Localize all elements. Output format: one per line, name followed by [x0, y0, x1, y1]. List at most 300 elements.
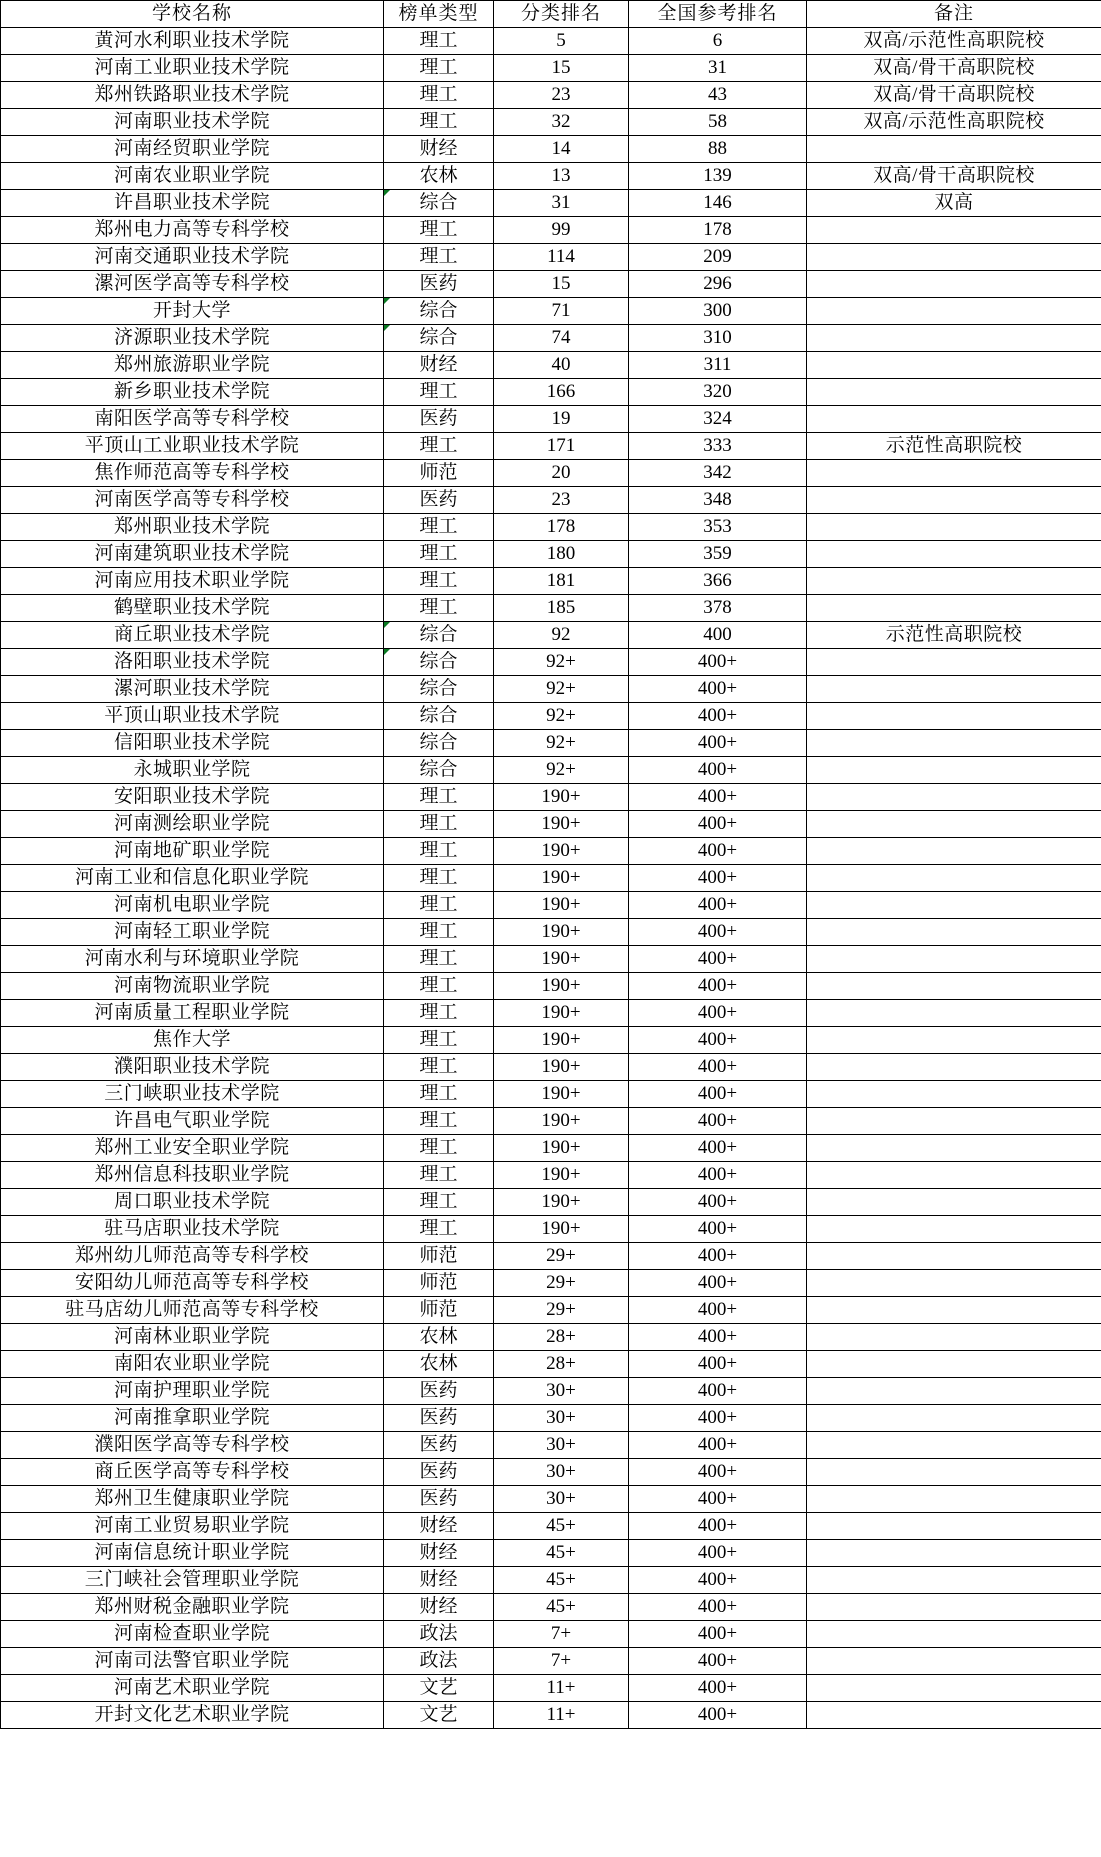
cell-school-name: 河南机电职业学院 [1, 892, 384, 919]
cell-remarks [807, 1351, 1101, 1378]
cell-category-rank: 23 [494, 82, 629, 109]
cell-remarks [807, 136, 1101, 163]
cell-school-name: 驻马店幼儿师范高等专科学校 [1, 1297, 384, 1324]
cell-school-name: 河南司法警官职业学院 [1, 1648, 384, 1675]
table-row [1, 1405, 1101, 1432]
table-row [1, 1486, 1101, 1513]
cell-remarks [807, 460, 1101, 487]
cell-list-type: 理工 [384, 217, 494, 244]
cell-remarks [807, 1702, 1101, 1729]
cell-school-name: 郑州卫生健康职业学院 [1, 1486, 384, 1513]
cell-school-name: 河南工业贸易职业学院 [1, 1513, 384, 1540]
cell-national-rank: 400+ [629, 946, 807, 973]
cell-national-rank: 400+ [629, 811, 807, 838]
cell-category-rank: 190+ [494, 1000, 629, 1027]
table-row [1, 1513, 1101, 1540]
cell-national-rank: 43 [629, 82, 807, 109]
cell-remarks [807, 1270, 1101, 1297]
table-row [1, 217, 1101, 244]
cell-school-name: 郑州幼儿师范高等专科学校 [1, 1243, 384, 1270]
cell-school-name: 平顶山职业技术学院 [1, 703, 384, 730]
cell-national-rank: 400+ [629, 1243, 807, 1270]
cell-school-name: 郑州工业安全职业学院 [1, 1135, 384, 1162]
table-row [1, 1162, 1101, 1189]
cell-school-name: 河南交通职业技术学院 [1, 244, 384, 271]
cell-category-rank: 92 [494, 622, 629, 649]
table-row [1, 865, 1101, 892]
table-row [1, 82, 1101, 109]
header-row [1, 1, 1101, 28]
cell-list-type: 综合 [384, 622, 494, 649]
cell-remarks [807, 919, 1101, 946]
cell-national-rank: 400+ [629, 1702, 807, 1729]
cell-remarks: 双高/骨干高职院校 [807, 55, 1101, 82]
cell-remarks [807, 1027, 1101, 1054]
table-row [1, 1135, 1101, 1162]
cell-school-name: 永城职业学院 [1, 757, 384, 784]
cell-category-rank: 15 [494, 271, 629, 298]
cell-list-type: 农林 [384, 163, 494, 190]
table-row [1, 55, 1101, 82]
cell-remarks [807, 406, 1101, 433]
table-row [1, 1567, 1101, 1594]
cell-category-rank: 166 [494, 379, 629, 406]
cell-remarks: 双高/示范性高职院校 [807, 109, 1101, 136]
cell-school-name: 商丘医学高等专科学校 [1, 1459, 384, 1486]
table-row [1, 1243, 1101, 1270]
cell-list-type: 综合 [384, 730, 494, 757]
cell-national-rank: 400+ [629, 1351, 807, 1378]
cell-list-type: 理工 [384, 28, 494, 55]
cell-category-rank: 190+ [494, 1027, 629, 1054]
cell-national-rank: 400+ [629, 1513, 807, 1540]
cell-list-type: 文艺 [384, 1702, 494, 1729]
cell-list-type: 政法 [384, 1621, 494, 1648]
cell-list-type: 综合 [384, 325, 494, 352]
cell-list-type: 综合 [384, 298, 494, 325]
cell-list-type: 师范 [384, 1270, 494, 1297]
cell-category-rank: 92+ [494, 703, 629, 730]
cell-school-name: 河南医学高等专科学校 [1, 487, 384, 514]
cell-remarks [807, 757, 1101, 784]
cell-category-rank: 190+ [494, 892, 629, 919]
cell-national-rank: 400+ [629, 1108, 807, 1135]
table-row [1, 838, 1101, 865]
cell-remarks [807, 1567, 1101, 1594]
cell-list-type: 理工 [384, 595, 494, 622]
cell-school-name: 济源职业技术学院 [1, 325, 384, 352]
cell-national-rank: 400+ [629, 1189, 807, 1216]
cell-national-rank: 400+ [629, 1135, 807, 1162]
cell-remarks [807, 784, 1101, 811]
cell-national-rank: 400+ [629, 1675, 807, 1702]
table-row [1, 1459, 1101, 1486]
cell-list-type: 理工 [384, 1000, 494, 1027]
cell-list-type: 医药 [384, 1378, 494, 1405]
cell-category-rank: 190+ [494, 865, 629, 892]
cell-list-type: 理工 [384, 109, 494, 136]
cell-remarks [807, 1135, 1101, 1162]
table-row [1, 487, 1101, 514]
cell-school-name: 河南轻工职业学院 [1, 919, 384, 946]
cell-category-rank: 19 [494, 406, 629, 433]
cell-remarks [807, 1108, 1101, 1135]
cell-school-name: 信阳职业技术学院 [1, 730, 384, 757]
table-row [1, 1216, 1101, 1243]
cell-category-rank: 45+ [494, 1594, 629, 1621]
cell-remarks [807, 1054, 1101, 1081]
cell-category-rank: 30+ [494, 1486, 629, 1513]
cell-remarks [807, 838, 1101, 865]
cell-list-type: 理工 [384, 1216, 494, 1243]
cell-national-rank: 400+ [629, 1594, 807, 1621]
table-row [1, 1081, 1101, 1108]
cell-list-type: 财经 [384, 1567, 494, 1594]
cell-national-rank: 366 [629, 568, 807, 595]
cell-list-type: 综合 [384, 676, 494, 703]
table-row [1, 1621, 1101, 1648]
table-row [1, 1675, 1101, 1702]
cell-category-rank: 92+ [494, 649, 629, 676]
cell-remarks [807, 811, 1101, 838]
cell-national-rank: 400+ [629, 1567, 807, 1594]
column-header-list-type: 榜单类型 [384, 1, 494, 28]
table-row [1, 1108, 1101, 1135]
cell-remarks [807, 325, 1101, 352]
cell-list-type: 综合 [384, 757, 494, 784]
table-row [1, 28, 1101, 55]
cell-category-rank: 5 [494, 28, 629, 55]
cell-category-rank: 31 [494, 190, 629, 217]
cell-category-rank: 11+ [494, 1675, 629, 1702]
cell-list-type: 师范 [384, 1297, 494, 1324]
table-row [1, 946, 1101, 973]
cell-list-type: 理工 [384, 433, 494, 460]
cell-national-rank: 320 [629, 379, 807, 406]
cell-list-type: 医药 [384, 1432, 494, 1459]
column-header-category-rank: 分类排名 [494, 1, 629, 28]
cell-school-name: 河南推拿职业学院 [1, 1405, 384, 1432]
cell-remarks [807, 271, 1101, 298]
cell-category-rank: 13 [494, 163, 629, 190]
cell-remarks [807, 595, 1101, 622]
cell-remarks [807, 1162, 1101, 1189]
table-row [1, 1270, 1101, 1297]
cell-category-rank: 32 [494, 109, 629, 136]
table-row [1, 1027, 1101, 1054]
cell-school-name: 许昌电气职业学院 [1, 1108, 384, 1135]
cell-national-rank: 400+ [629, 757, 807, 784]
cell-national-rank: 400 [629, 622, 807, 649]
cell-school-name: 鹤壁职业技术学院 [1, 595, 384, 622]
cell-school-name: 开封文化艺术职业学院 [1, 1702, 384, 1729]
cell-category-rank: 190+ [494, 1135, 629, 1162]
cell-category-rank: 190+ [494, 973, 629, 1000]
cell-national-rank: 324 [629, 406, 807, 433]
cell-category-rank: 190+ [494, 946, 629, 973]
cell-national-rank: 6 [629, 28, 807, 55]
cell-category-rank: 92+ [494, 757, 629, 784]
cell-remarks [807, 298, 1101, 325]
cell-school-name: 郑州信息科技职业学院 [1, 1162, 384, 1189]
cell-category-rank: 30+ [494, 1405, 629, 1432]
cell-category-rank: 99 [494, 217, 629, 244]
cell-remarks [807, 1459, 1101, 1486]
cell-category-rank: 114 [494, 244, 629, 271]
cell-remarks [807, 649, 1101, 676]
cell-remarks [807, 352, 1101, 379]
cell-school-name: 河南职业技术学院 [1, 109, 384, 136]
cell-school-name: 郑州铁路职业技术学院 [1, 82, 384, 109]
cell-list-type: 医药 [384, 1459, 494, 1486]
cell-remarks [807, 1513, 1101, 1540]
cell-remarks [807, 946, 1101, 973]
cell-remarks [807, 703, 1101, 730]
cell-remarks [807, 1216, 1101, 1243]
cell-school-name: 河南应用技术职业学院 [1, 568, 384, 595]
cell-list-type: 理工 [384, 811, 494, 838]
table-row [1, 379, 1101, 406]
column-header-remarks: 备注 [807, 1, 1101, 28]
cell-category-rank: 74 [494, 325, 629, 352]
cell-remarks [807, 730, 1101, 757]
cell-category-rank: 45+ [494, 1540, 629, 1567]
cell-school-name: 河南农业职业学院 [1, 163, 384, 190]
cell-list-type: 医药 [384, 1405, 494, 1432]
table-row [1, 568, 1101, 595]
cell-national-rank: 353 [629, 514, 807, 541]
cell-list-type: 理工 [384, 55, 494, 82]
cell-list-type: 理工 [384, 946, 494, 973]
cell-category-rank: 7+ [494, 1621, 629, 1648]
cell-list-type: 理工 [384, 784, 494, 811]
cell-national-rank: 400+ [629, 784, 807, 811]
cell-category-rank: 190+ [494, 1162, 629, 1189]
cell-list-type: 理工 [384, 865, 494, 892]
cell-school-name: 漯河医学高等专科学校 [1, 271, 384, 298]
table-row [1, 1540, 1101, 1567]
cell-school-name: 平顶山工业职业技术学院 [1, 433, 384, 460]
cell-category-rank: 30+ [494, 1378, 629, 1405]
cell-national-rank: 31 [629, 55, 807, 82]
cell-remarks [807, 217, 1101, 244]
cell-category-rank: 28+ [494, 1351, 629, 1378]
cell-national-rank: 400+ [629, 1054, 807, 1081]
cell-category-rank: 29+ [494, 1270, 629, 1297]
cell-remarks: 双高/示范性高职院校 [807, 28, 1101, 55]
table-row [1, 1054, 1101, 1081]
cell-category-rank: 71 [494, 298, 629, 325]
cell-remarks [807, 1243, 1101, 1270]
cell-national-rank: 400+ [629, 1405, 807, 1432]
cell-category-rank: 190+ [494, 1081, 629, 1108]
cell-category-rank: 92+ [494, 676, 629, 703]
cell-national-rank: 400+ [629, 730, 807, 757]
cell-remarks [807, 892, 1101, 919]
cell-remarks [807, 1189, 1101, 1216]
cell-school-name: 三门峡社会管理职业学院 [1, 1567, 384, 1594]
cell-category-rank: 171 [494, 433, 629, 460]
cell-national-rank: 400+ [629, 1648, 807, 1675]
cell-remarks [807, 1486, 1101, 1513]
cell-category-rank: 181 [494, 568, 629, 595]
table-row [1, 1378, 1101, 1405]
cell-category-rank: 190+ [494, 1054, 629, 1081]
cell-national-rank: 209 [629, 244, 807, 271]
cell-national-rank: 400+ [629, 1000, 807, 1027]
cell-list-type: 理工 [384, 838, 494, 865]
cell-national-rank: 400+ [629, 1540, 807, 1567]
cell-list-type: 师范 [384, 460, 494, 487]
table-row [1, 163, 1101, 190]
cell-list-type: 农林 [384, 1324, 494, 1351]
cell-school-name: 河南测绘职业学院 [1, 811, 384, 838]
cell-school-name: 濮阳职业技术学院 [1, 1054, 384, 1081]
cell-list-type: 理工 [384, 1081, 494, 1108]
table-row [1, 757, 1101, 784]
table-row [1, 190, 1101, 217]
cell-list-type: 理工 [384, 1135, 494, 1162]
table-row [1, 919, 1101, 946]
cell-school-name: 郑州旅游职业学院 [1, 352, 384, 379]
cell-category-rank: 40 [494, 352, 629, 379]
cell-school-name: 河南水利与环境职业学院 [1, 946, 384, 973]
cell-remarks [807, 973, 1101, 1000]
cell-school-name: 河南林业职业学院 [1, 1324, 384, 1351]
cell-national-rank: 400+ [629, 1162, 807, 1189]
cell-national-rank: 400+ [629, 1621, 807, 1648]
cell-national-rank: 342 [629, 460, 807, 487]
cell-list-type: 综合 [384, 703, 494, 730]
cell-school-name: 河南质量工程职业学院 [1, 1000, 384, 1027]
cell-national-rank: 400+ [629, 676, 807, 703]
table-header [1, 1, 1101, 28]
cell-category-rank: 29+ [494, 1243, 629, 1270]
cell-remarks [807, 244, 1101, 271]
cell-category-rank: 190+ [494, 919, 629, 946]
cell-list-type: 理工 [384, 82, 494, 109]
cell-school-name: 焦作师范高等专科学校 [1, 460, 384, 487]
table-body [1, 28, 1101, 1729]
cell-national-rank: 400+ [629, 1027, 807, 1054]
cell-national-rank: 310 [629, 325, 807, 352]
cell-category-rank: 30+ [494, 1432, 629, 1459]
cell-national-rank: 88 [629, 136, 807, 163]
cell-list-type: 理工 [384, 514, 494, 541]
cell-category-rank: 14 [494, 136, 629, 163]
cell-national-rank: 400+ [629, 1459, 807, 1486]
cell-remarks [807, 1378, 1101, 1405]
cell-remarks [807, 865, 1101, 892]
cell-category-rank: 178 [494, 514, 629, 541]
table-row [1, 325, 1101, 352]
cell-school-name: 周口职业技术学院 [1, 1189, 384, 1216]
cell-list-type: 财经 [384, 1540, 494, 1567]
cell-school-name: 安阳幼儿师范高等专科学校 [1, 1270, 384, 1297]
column-header-national-rank: 全国参考排名 [629, 1, 807, 28]
cell-school-name: 许昌职业技术学院 [1, 190, 384, 217]
cell-category-rank: 29+ [494, 1297, 629, 1324]
cell-list-type: 师范 [384, 1243, 494, 1270]
cell-national-rank: 139 [629, 163, 807, 190]
cell-national-rank: 378 [629, 595, 807, 622]
cell-category-rank: 45+ [494, 1513, 629, 1540]
table-row [1, 541, 1101, 568]
cell-school-name: 河南地矿职业学院 [1, 838, 384, 865]
cell-category-rank: 190+ [494, 1216, 629, 1243]
cell-national-rank: 296 [629, 271, 807, 298]
cell-national-rank: 146 [629, 190, 807, 217]
cell-school-name: 安阳职业技术学院 [1, 784, 384, 811]
table-row [1, 271, 1101, 298]
cell-remarks: 示范性高职院校 [807, 622, 1101, 649]
cell-remarks [807, 1648, 1101, 1675]
cell-national-rank: 348 [629, 487, 807, 514]
cell-school-name: 南阳农业职业学院 [1, 1351, 384, 1378]
cell-national-rank: 400+ [629, 649, 807, 676]
table-row [1, 649, 1101, 676]
cell-remarks [807, 1621, 1101, 1648]
cell-category-rank: 92+ [494, 730, 629, 757]
cell-school-name: 焦作大学 [1, 1027, 384, 1054]
table-row [1, 1702, 1101, 1729]
cell-school-name: 河南信息统计职业学院 [1, 1540, 384, 1567]
cell-category-rank: 11+ [494, 1702, 629, 1729]
cell-category-rank: 20 [494, 460, 629, 487]
table-row [1, 109, 1101, 136]
cell-category-rank: 180 [494, 541, 629, 568]
cell-school-name: 郑州职业技术学院 [1, 514, 384, 541]
cell-school-name: 开封大学 [1, 298, 384, 325]
table-row [1, 1324, 1101, 1351]
cell-national-rank: 58 [629, 109, 807, 136]
cell-list-type: 文艺 [384, 1675, 494, 1702]
cell-school-name: 郑州财税金融职业学院 [1, 1594, 384, 1621]
cell-category-rank: 23 [494, 487, 629, 514]
cell-list-type: 理工 [384, 1054, 494, 1081]
cell-national-rank: 400+ [629, 1081, 807, 1108]
table-row [1, 892, 1101, 919]
cell-school-name: 河南护理职业学院 [1, 1378, 384, 1405]
cell-list-type: 理工 [384, 244, 494, 271]
cell-school-name: 河南检查职业学院 [1, 1621, 384, 1648]
cell-category-rank: 15 [494, 55, 629, 82]
cell-school-name: 河南建筑职业技术学院 [1, 541, 384, 568]
cell-list-type: 理工 [384, 1108, 494, 1135]
cell-remarks: 示范性高职院校 [807, 433, 1101, 460]
cell-school-name: 郑州电力高等专科学校 [1, 217, 384, 244]
cell-list-type: 医药 [384, 487, 494, 514]
cell-list-type: 财经 [384, 1513, 494, 1540]
cell-category-rank: 45+ [494, 1567, 629, 1594]
cell-national-rank: 178 [629, 217, 807, 244]
cell-remarks: 双高/骨干高职院校 [807, 163, 1101, 190]
column-header-school-name: 学校名称 [1, 1, 384, 28]
cell-remarks [807, 514, 1101, 541]
cell-remarks [807, 487, 1101, 514]
table-row [1, 1432, 1101, 1459]
cell-school-name: 河南艺术职业学院 [1, 1675, 384, 1702]
cell-category-rank: 190+ [494, 1108, 629, 1135]
table-row [1, 244, 1101, 271]
cell-category-rank: 28+ [494, 1324, 629, 1351]
cell-school-name: 黄河水利职业技术学院 [1, 28, 384, 55]
cell-remarks [807, 1675, 1101, 1702]
cell-school-name: 洛阳职业技术学院 [1, 649, 384, 676]
cell-list-type: 理工 [384, 1189, 494, 1216]
cell-category-rank: 190+ [494, 811, 629, 838]
table-row [1, 973, 1101, 1000]
